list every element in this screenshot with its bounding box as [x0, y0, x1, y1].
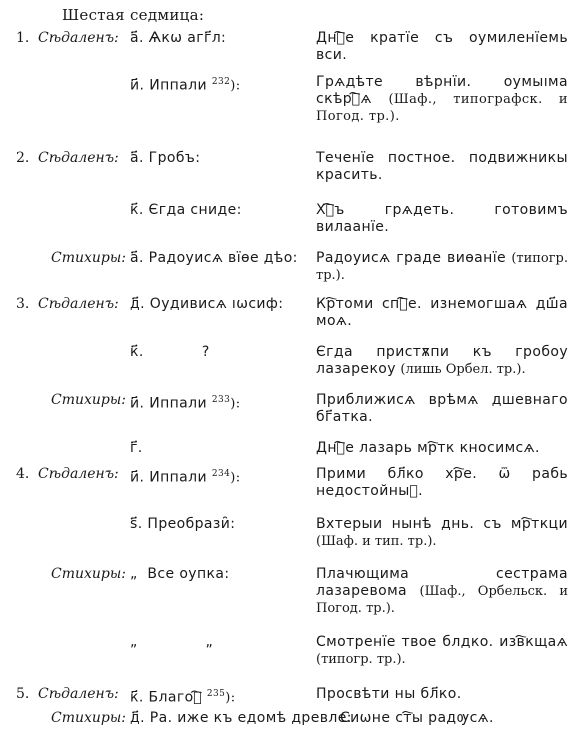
list-item: [0, 686, 573, 704]
item-text: Теченїе постное. подвижникы красить.: [316, 150, 568, 183]
item-label: Сѣдаленъ:: [38, 466, 119, 482]
item-label: Сѣдаленъ:: [38, 296, 119, 312]
item-reference: „ Все оупка:: [130, 566, 230, 582]
section-title: Шестая седмица:: [62, 6, 205, 24]
item-source: (типогр. тр.).: [316, 652, 406, 667]
item-reference: к҃. Благоⷭ҇ $^{235}$):: [130, 689, 236, 706]
item-number: 2.: [16, 150, 30, 166]
item-text: Днⷭ҇е лазарь мр҇тк кносимсѧ.: [316, 440, 540, 456]
item-reference: а҃. Гробъ:: [130, 150, 201, 166]
item-source: (Шаф., Орбельск. и Погод. тр.).: [316, 584, 568, 616]
item-reference: и҃. Иппали $^{232}$):: [130, 77, 241, 94]
item-text: Просвѣти ны бл҃ко.: [316, 686, 462, 702]
item-number: 5.: [16, 686, 30, 702]
list-item: [0, 440, 573, 458]
item-reference: д҃. Оудивисѧ ıѡсиф:: [130, 296, 284, 312]
item-reference: ѕ҃. Преобрази̑:: [130, 516, 236, 532]
item-reference: „ „: [130, 634, 214, 650]
list-item: [0, 566, 573, 620]
item-source: (типогр. тр.).: [316, 251, 568, 283]
item-text: Днⷭ҇е кратїе съ оумиленїемь вси.: [316, 30, 568, 63]
item-number: 4.: [16, 466, 30, 482]
item-source: (Шаф., типографск. и Погод. тр.).: [316, 92, 568, 124]
item-text: Радоуисѧ граде виѳанїе (типогр. тр.).: [316, 250, 568, 283]
item-text: Вхтерыи нынѣ днь. съ мр҇ткци (Шаф. и тип. тр.).: [316, 516, 568, 549]
item-text: Єгда пристѫпи къ гробоу лазарекоу (лишь Орбел. тр.).: [316, 344, 568, 377]
item-label: Сѣдаленъ:: [38, 30, 119, 46]
item-number: 3.: [16, 296, 30, 312]
list-item: [0, 392, 573, 428]
list-item: [0, 634, 573, 670]
item-source: (лишь Орбел. тр.).: [400, 362, 526, 377]
item-label: Сѣдаленъ:: [38, 150, 119, 166]
list-item: [0, 296, 573, 332]
item-reference: д҃. Ра. иже къ едомѣ древле:: [130, 710, 352, 726]
footnote-mark: 235: [206, 689, 226, 699]
item-reference: г҃.: [130, 440, 143, 456]
item-text: Приближисѧ врѣмѧ дшевнаго бг҃атка.: [316, 392, 568, 425]
list-item: [0, 150, 573, 186]
item-label: Стихиры:: [51, 710, 126, 726]
list-item: [0, 30, 573, 66]
item-text: Прими бл҃ко хр҇е. ѿ рабь недостойныⷯ.: [316, 466, 568, 499]
item-text: Сиѡне ст҇ы радѹсѧ.: [340, 710, 494, 726]
item-reference: а҃. Радоуисѧ вїѳе дѣо:: [130, 250, 298, 266]
list-item: [0, 710, 573, 728]
list-item: [0, 202, 573, 238]
item-text: Плачющима сестрама лазаревома (Шаф., Орбельск. и Погод. тр.).: [316, 566, 568, 616]
item-reference: и҃. Иппали $^{234}$):: [130, 469, 241, 486]
item-text: Грѧдѣте вѣрнїи. оумыıма скѣрⷭ҇ѧ (Шаф., типографск. и Погод. тр.).: [316, 74, 568, 124]
item-reference: а҃. Ѧкѡ агг҃л:: [130, 30, 227, 46]
footnote-mark: 233: [211, 395, 231, 405]
item-source: (Шаф. и тип. тр.).: [316, 534, 437, 549]
item-reference: и҃. Иппали $^{233}$):: [130, 395, 241, 412]
item-label: Стихиры:: [51, 250, 126, 266]
footnote-mark: 234: [211, 469, 231, 479]
item-text: Кр҇томи спⷭ҇е. изнемогшаѧ дш҃а моѧ.: [316, 296, 568, 329]
list-item: [0, 516, 573, 552]
item-label: Сѣдаленъ:: [38, 686, 119, 702]
item-reference: к҃. Єгда сниде:: [130, 202, 242, 218]
list-item: [0, 466, 573, 502]
item-label: Стихиры:: [51, 392, 126, 408]
item-reference: к҃. ?: [130, 344, 210, 360]
list-item: [0, 74, 573, 128]
item-label: Стихиры:: [51, 566, 126, 582]
list-item: [0, 344, 573, 380]
item-text: Хⷭ҇ъ грѧдеть. готовимъ вилаанїе.: [316, 202, 568, 235]
list-item: [0, 250, 573, 286]
item-text: Смотренїе твое блдко. изв҇кщаѧ (типогр. тр.).: [316, 634, 568, 667]
item-number: 1.: [16, 30, 30, 46]
footnote-mark: 232: [211, 77, 231, 87]
